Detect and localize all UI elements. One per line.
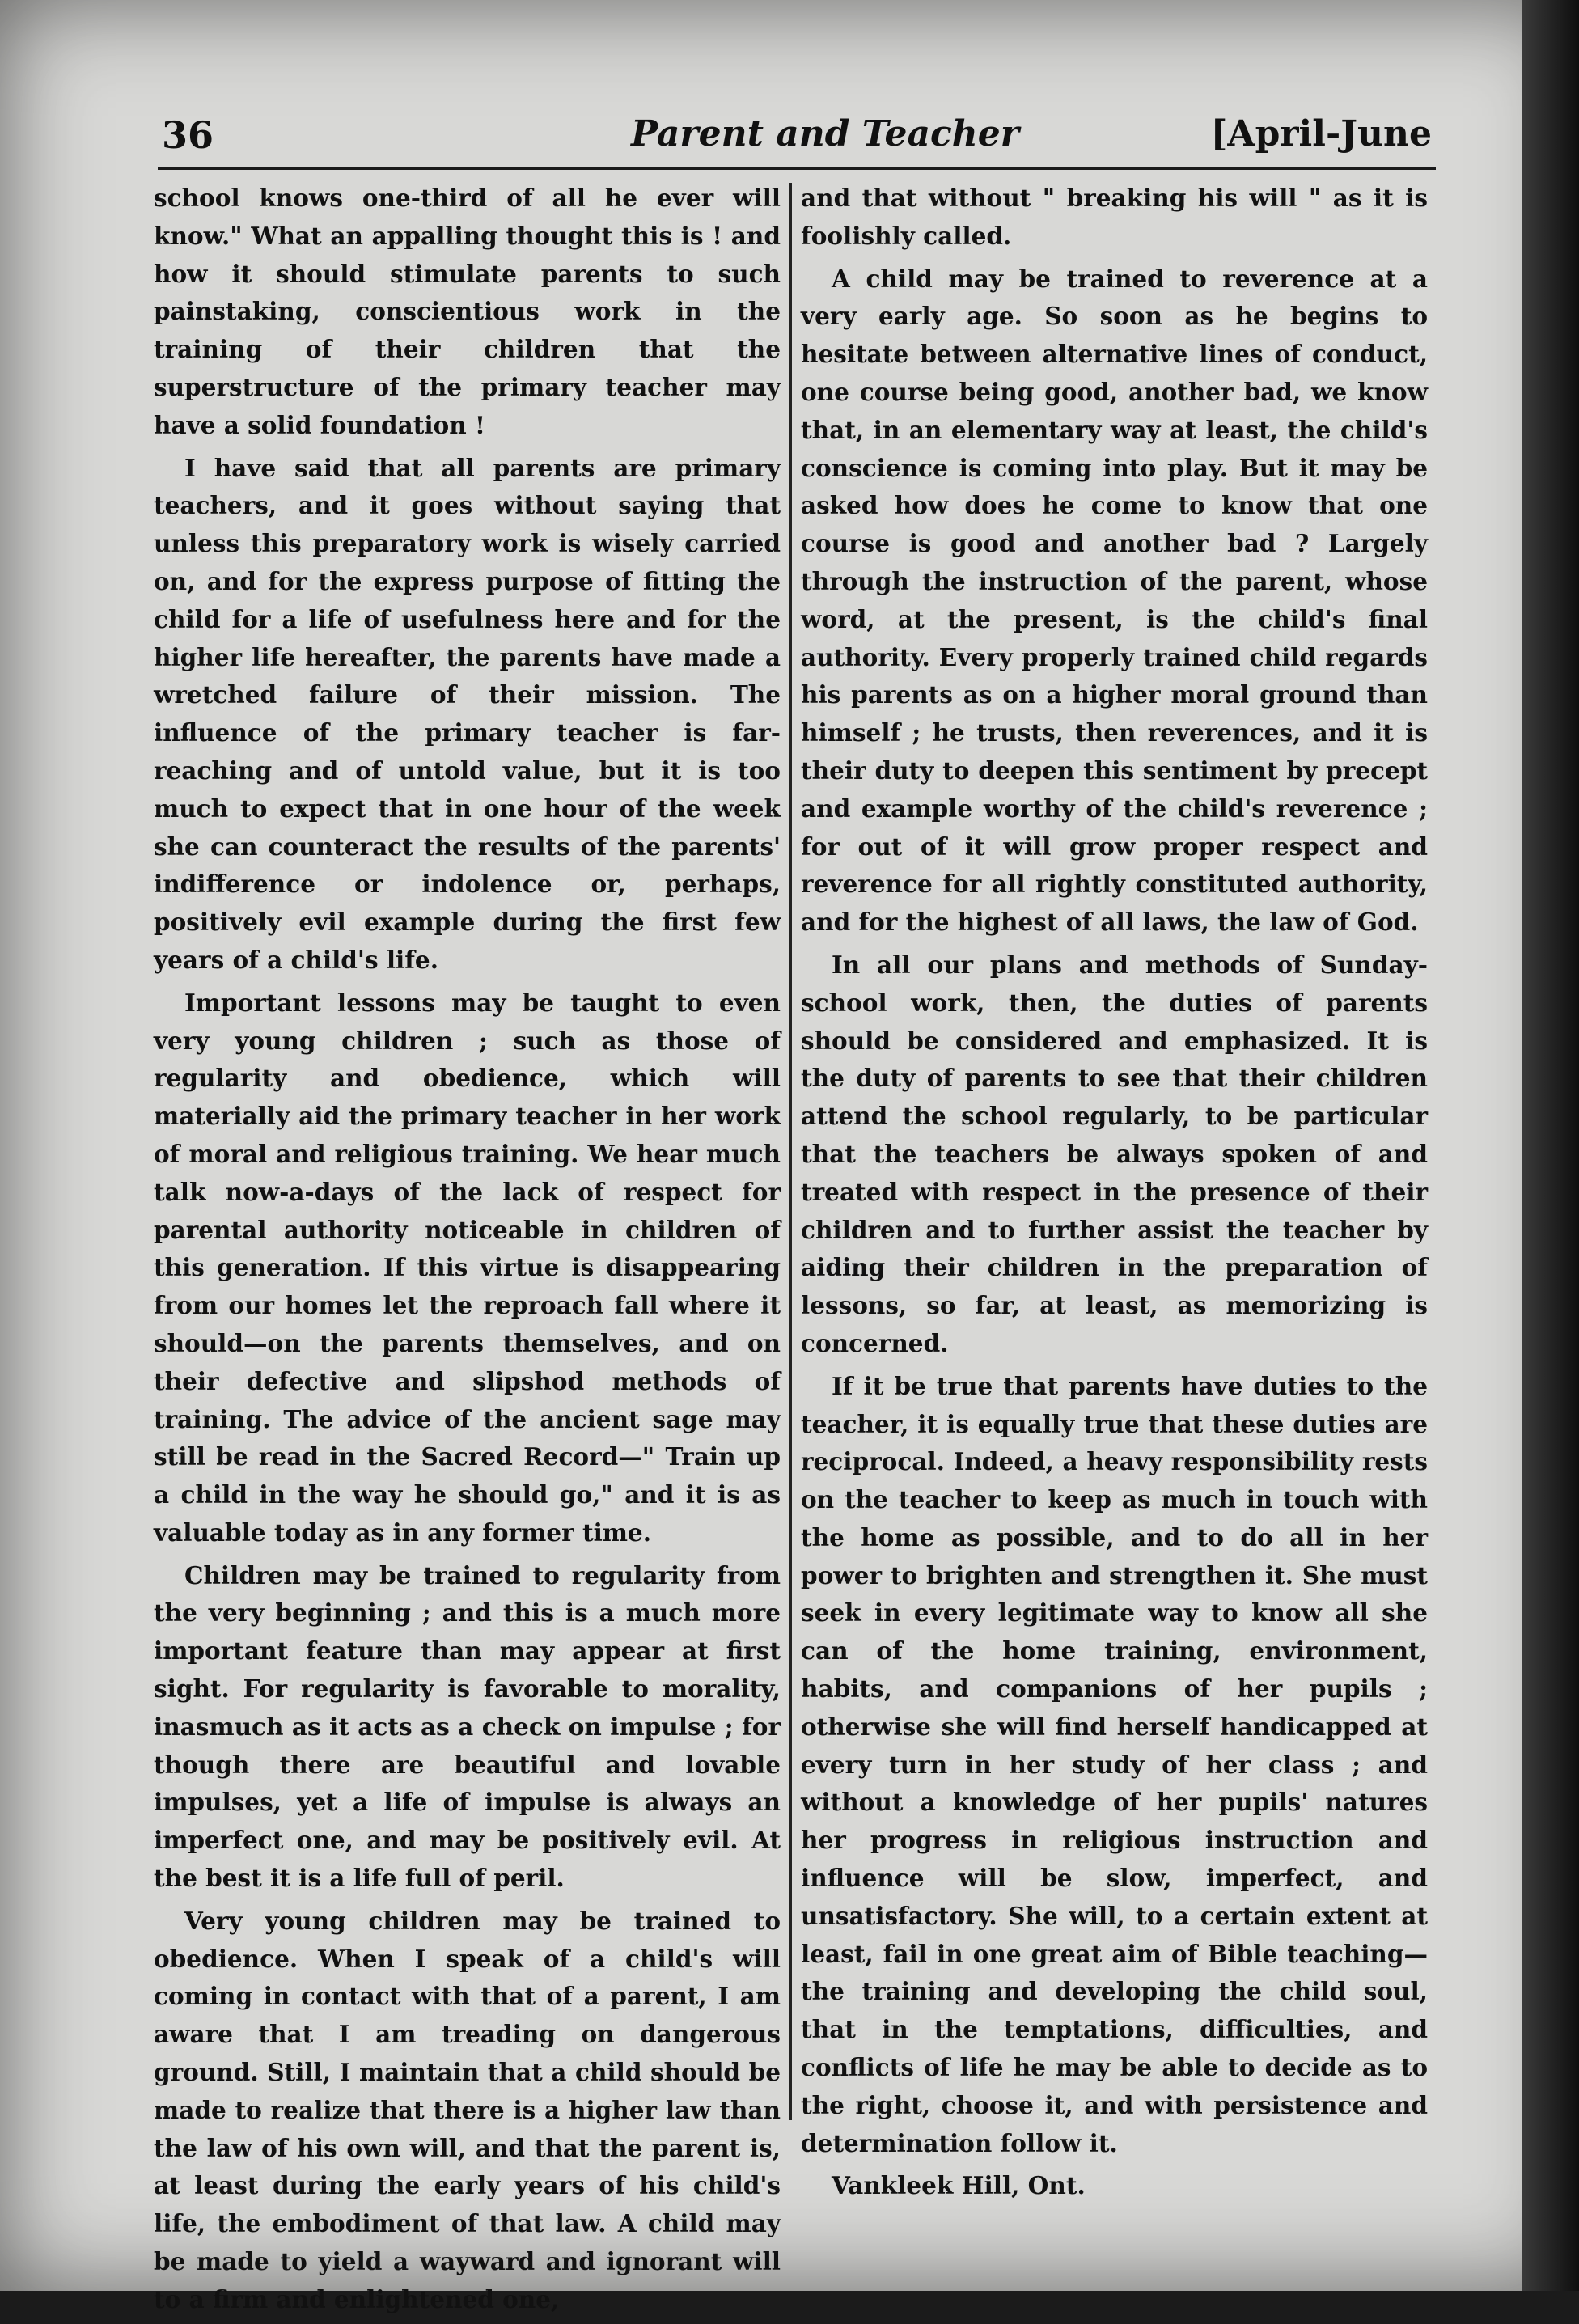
column-divider bbox=[790, 183, 792, 2120]
journal-title: Parent and Teacher bbox=[631, 113, 1019, 155]
paragraph: and that without " breaking his will " as it is foolishly called. bbox=[801, 184, 1428, 250]
paragraph: school knows one-third of all he ever will know." What an appalling thought this is ! and how it should stimulate parents to such painstaking, conscientious work in the training of their children that the superstructure of the primary teacher may have a solid foundation ! bbox=[154, 184, 781, 439]
paragraph: If it be true that parents have duties to the teacher, it is equally true that these duties are reciprocal. Indeed, a heavy responsibility rests on the teacher to keep as much in touch with the home as possible, and to do all in her power to brighten and strengthen it. She must seek in every legitimate way to know all she can of the home training, environment, habits, and companions of her pupils ; otherwise she will find herself handicapped at every turn in her study of her class ; and without a knowledge of her pupils' natures her progress in religious instruction and influence will be slow, imperfect, and unsatisfactory. She will, to a certain extent at least, fail in one great aim of Bible teaching—the training and developing the child soul, that in the temptations, difficulties, and conflicts of life he may be able to decide as to the right, choose it, and with persistence and determination follow it. bbox=[801, 1371, 1428, 2157]
left-column bbox=[154, 180, 781, 2324]
paragraph: A child may be trained to reverence at a very early age. So soon as he begins to hesitate between alternative lines of conduct, one course being good, another bad, we know that, in an elementary way at least, the child's conscience is coming into play. But it may be asked how does he come to know that one course is good and another bad ? Largely through the instruction of the parent, whose word, at the present, is the child's final authority. Every properly trained child regards his parents as on a higher moral ground than himself ; he trusts, then reverences, and it is their duty to deepen this sentiment by precept and example worthy of the child's reverence ; for out of it will grow proper respect and reverence for all rightly constituted authority, and for the highest of all laws, the law of God. bbox=[801, 264, 1428, 937]
paragraph: I have said that all parents are primary teachers, and it goes without saying that unless this preparatory work is wisely carried on, and for the express purpose of fitting the child for a life of usefulness here and for the higher life hereafter, the parents have made a wretched failure of their mission. The influence of the primary teacher is far-reaching and of untold value, but it is too much to expect that in one hour of the week she can counteract the results of the parents' indifference or indolence or, perhaps, positively evil example during the first few years of a child's life. bbox=[154, 453, 781, 974]
issue-date: [April-June bbox=[1210, 113, 1432, 155]
paragraph: Children may be trained to regularity from the very beginning ; and this is a much more important feature than may appear at first sight. For regularity is favorable to morality, inasmuch as it acts as a check on impulse ; for though there are beautiful and lovable impulses, yet a life of impulse is always an imperfect one, and may be positively evil. At the best it is a life full of peril. bbox=[154, 1560, 781, 1893]
paragraph: Important lessons may be taught to even very young children ; such as those of regularity and obedience, which will materially aid the primary teacher in her work of moral and religious training. We hear much talk now-a-days of the lack of respect for parental authority noticeable in children of this generation. If this virtue is disappearing from our homes let the reproach fall where it should—on the parents themselves, and on their defective and slipshod methods of training. The advice of the ancient sage may still be read in the Sacred Record—" Train up a child in the way he should go," and it is as valuable today as in any former time. bbox=[154, 988, 781, 1547]
paragraph: Very young children may be trained to obedience. When I speak of a child's will coming in contact with that of a parent, I am aware that I am treading on dangerous ground. Still, I maintain that a child should be made to realize that there is a higher law than the law of his own will, and that the parent is, at least during the early years of his child's life, the embodiment of that law. A child may be made to yield a wayward and ignorant will to a firm and enlightened one, bbox=[154, 1906, 781, 2313]
running-head bbox=[162, 113, 1432, 170]
header-rule bbox=[158, 167, 1436, 170]
page-number: 36 bbox=[162, 113, 214, 157]
paragraph: In all our plans and methods of Sunday-school work, then, the duties of parents should be considered and emphasized. It is the duty of parents to see that their children attend the school regularly, to be particular that the teachers be always spoken of and treated with respect in the presence of their children and to further assist the teacher by aiding their children in the preparation of lessons, so far, at least, as memorizing is concerned. bbox=[801, 950, 1428, 1357]
author-location: Vankleek Hill, Ont. bbox=[832, 2171, 1086, 2200]
page-edge-shadow bbox=[1522, 0, 1579, 2291]
right-column bbox=[801, 180, 1428, 2210]
